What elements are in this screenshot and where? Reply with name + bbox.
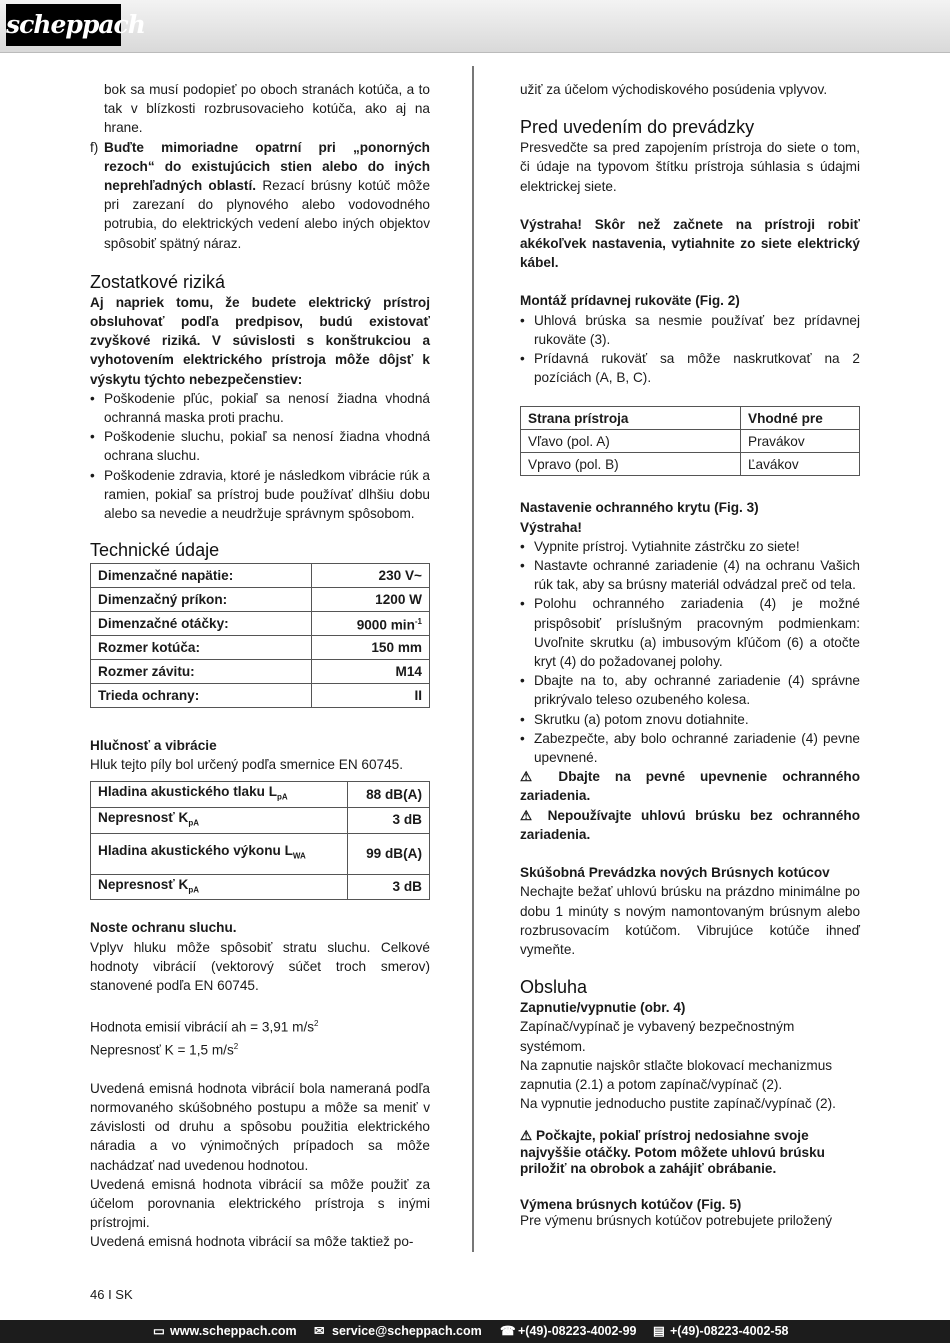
left-column (90, 80, 430, 1252)
noise-label-cell (91, 833, 348, 874)
warning-max-speed (520, 1128, 860, 1178)
test-run-text: Nechajte bežať uhlovú brúsku na prázdno minimálne po dobu 1 minúty s novým namontovaným brúsnym alebo rozbrusovacím kotúčom. Vibrujúce kotúče ihneď vymeňte. (520, 884, 860, 957)
spec-label: Trieda ochrany: (91, 684, 312, 708)
list-item: • Zabezpečte, aby bolo ochranné zariadenie (4) pevne upevnené. (520, 729, 860, 767)
noise-subscript: pA (277, 792, 288, 802)
table-header-row (521, 407, 860, 430)
table-cell: Ľavákov (741, 453, 860, 476)
list-item: • Prídavná rukoväť sa môže naskrutkovať na 2 pozíciách (A, B, C). (520, 349, 860, 387)
spec-superscript: -1 (414, 617, 422, 627)
table-row (91, 833, 430, 874)
disc-change-heading: Výmena brúsnych kotúčov (Fig. 5) (520, 1196, 742, 1212)
residual-intro: Aj napriek tomu, že budete elektrický prístroj obsluhovať podľa predpisov, budú existovať zvyškové riziká. V súvislosti s konštrukciou a vyhotovením elektrického prístroja môže dôjsť k výskytu týchto nebezpečenstiev: (90, 294, 430, 387)
paragraph-continuation: bok sa musí podopieť po oboch stranách kotúča, a to tak v blízkosti rozbrusovacieho kotúča, ako aj na hrane. (104, 82, 430, 136)
vibration-value: Hodnota emisií vibrácií ah = 3,91 m/s (90, 1019, 315, 1035)
ear-protection-text: Vplyv hluku môže spôsobiť stratu sluchu. Celkové hodnoty vibrácií (vektorový súčet troch smerov) stanovené podľa EN 60745. (90, 939, 430, 994)
table-row (521, 453, 860, 476)
disc-change-text: Pre výmenu brúsnych kotúčov potrebujete priložený (520, 1212, 833, 1228)
noise-label-cell (91, 781, 348, 807)
noise-subscript: pA (188, 818, 200, 828)
warning-triangle-icon: ⚠ (520, 1128, 533, 1144)
noise-value: 3 dB (348, 807, 430, 833)
handle-list (520, 311, 860, 388)
spec-label: Dimenzačný príkon: (91, 588, 312, 612)
vibration-sup: 2 (314, 1019, 319, 1029)
table-row (91, 636, 430, 660)
spec-label: Dimenzačné otáčky: (91, 612, 312, 636)
list-item: • Poškodenie sluchu, pokiaľ sa nenosí žiadna vhodná ochrana sluchu. (90, 427, 430, 465)
noise-intro: Hluk tejto píly bol určený podľa smernice EN 60745. (90, 757, 404, 773)
table-cell: Vpravo (pol. B) (521, 453, 741, 476)
noise-table (90, 781, 430, 901)
warning-text: Nepoužívajte uhlovú brúsku bez ochranného zariadenia. (520, 807, 861, 842)
residual-risks-heading: Zostatkové riziká (90, 271, 226, 292)
before-operation-text: Presvedčte sa pred zapojením prístroja do siete o tom, či údaje na typovom štítku prístroja súhlasia s údajmi elektrickej siete. (520, 140, 860, 194)
spec-label: Rozmer závitu: (91, 660, 312, 684)
emission-paragraph-2: Uvedená emisná hodnota vibrácií sa môže použiť za účelom porovnania elektrického prístroja s inými prístrojmi. (90, 1176, 430, 1231)
list-item: • Poškodenie zdravia, ktoré je následkom vibrácie rúk a ramien, pokiaľ sa prístroj bude používať dlhšiu dobu alebo sa nevedie a neudržuje správnym spôsobom. (90, 466, 430, 524)
phone-icon: ☎ (500, 1324, 516, 1338)
monitor-icon: ▭ (153, 1324, 165, 1338)
warning-unplug: Výstraha! Skôr než začnete na prístroji robiť akékoľvek nastavenia, vytiahnite zo siete elektrický kábel. (520, 216, 860, 271)
table-cell: Pravákov (741, 430, 860, 453)
item-f-text: Rezací brúsny kotúč môže pri zarezaní do plynového alebo vodovodného potrubia, do elektrických vedení alebo iných objektov spôsobiť spätný náraz. (104, 178, 431, 251)
continuation-text: užiť za účelom východiskového posúdenia vplyvov. (520, 82, 828, 97)
right-column (520, 80, 860, 1229)
table-row (91, 684, 430, 708)
table-row (91, 874, 430, 900)
column-header: Vhodné pre (741, 407, 860, 430)
switch-line-1: Zapínač/vypínač je vybavený bezpečnostným systémom. (520, 1019, 795, 1054)
operation-heading: Obsluha (520, 977, 588, 998)
guard-warning: Výstraha! (520, 519, 582, 535)
table-row (91, 564, 430, 588)
uncertainty-sup: 2 (233, 1041, 239, 1051)
email-icon: ✉ (314, 1324, 325, 1338)
residual-list (90, 389, 430, 523)
warning-fixed-guard (520, 767, 860, 805)
page-number: 46 I SK (90, 1287, 133, 1302)
table-row (91, 588, 430, 612)
spec-value: M14 (311, 660, 429, 684)
spec-value: 230 V~ (311, 564, 429, 588)
list-item: • Uhlová brúska sa nesmie používať bez prídavnej rukoväte (3). (520, 311, 860, 349)
table-row (91, 807, 430, 833)
noise-label-cell (91, 874, 348, 900)
test-run-heading: Skúšobná Prevádzka nových Brúsnych kotúcov (520, 865, 830, 881)
item-f (90, 138, 430, 253)
list-item: • Dbajte na to, aby ochranné zariadenie (4) správne prikrývalo teleso ozubeného kolesa. (520, 671, 860, 709)
phone-number: +(49)-08223-4002-99 (518, 1324, 637, 1338)
column-divider (472, 66, 474, 1252)
uncertainty-line (90, 1037, 430, 1060)
noise-label-cell (91, 807, 348, 833)
table-row (521, 430, 860, 453)
noise-label: Hladina akustického tlaku L (98, 783, 278, 799)
table-cell: Vľavo (pol. A) (521, 430, 741, 453)
switch-line-2: Na zapnutie najskôr stlačte blokovací mechanizmus zapnutia (2.1) a potom zapínač/vypínač (2). (520, 1057, 833, 1092)
email-link[interactable]: service@scheppach.com (332, 1324, 482, 1338)
noise-value: 3 dB (348, 874, 430, 900)
ear-protection-heading: Noste ochranu sluchu. (90, 920, 237, 936)
tech-data-table (90, 563, 430, 708)
spec-value-cell (311, 612, 429, 636)
spec-value: 150 mm (311, 636, 429, 660)
item-f-label: f) (90, 139, 99, 155)
spec-value: 9000 min (356, 617, 415, 633)
item-f-bold: Buďte mimoriadne opatrní pri „ponorných rezoch“ do existujúcich stien alebo do iných neprehľadných oblastí. (104, 139, 430, 194)
warning-triangle-icon: ⚠ (520, 769, 544, 785)
spec-value: 1200 W (311, 588, 429, 612)
spec-label: Dimenzačné napätie: (91, 564, 312, 588)
table-row (91, 612, 430, 636)
warning-text: Dbajte na pevné upevnenie ochranného zariadenia. (520, 769, 861, 804)
noise-subscript: pA (188, 885, 200, 895)
emission-paragraph-1: Uvedená emisná hodnota vibrácií bola nameraná podľa normovaného skúšobného postupu a môže sa meniť v závislosti od druhu a spôsobu použitia elektrického náradia a vo výnimočných prípadoch sa môže nachádzať nad uvedenou hodnotou. (90, 1080, 430, 1173)
fax-icon: ▤ (653, 1324, 665, 1338)
column-header: Strana prístroja (521, 407, 741, 430)
noise-label: Nepresnosť K (98, 809, 189, 825)
before-operation-heading: Pred uvedením do prevádzky (520, 117, 755, 138)
table-row (91, 660, 430, 684)
warning-no-guard (520, 806, 860, 844)
list-item: • Polohu ochranného zariadenia (4) je možné prispôsobiť príslušným pracovným podmienkam: Uvoľnite skrutku (a) imbusovým kľúčom (6) a otočte kryt (4) do požadovanej polohy. (520, 594, 860, 671)
uncertainty-value: Nepresnosť K = 1,5 m/s (90, 1042, 234, 1058)
warning-text: Počkajte, pokiaľ prístroj nedosiahne svoje najvyššie otáčky. Potom môžete uhlovú brúsku priložiť na obrobok a zahájiť obrábanie. (520, 1128, 825, 1177)
table-row (91, 781, 430, 807)
warning-triangle-icon: ⚠ (520, 807, 538, 823)
switch-heading: Zapnutie/vypnutie (obr. 4) (520, 1000, 686, 1016)
handle-side-table (520, 406, 860, 476)
noise-subscript: WA (292, 851, 306, 861)
guard-heading: Nastavenie ochranného krytu (Fig. 3) (520, 500, 759, 516)
top-header-bar (0, 0, 950, 53)
tech-data-heading: Technické údaje (90, 540, 220, 561)
list-item: • Poškodenie pľúc, pokiaľ sa nenosí žiadna vhodná ochranná maska proti prachu. (90, 389, 430, 427)
fax-number: +(49)-08223-4002-58 (670, 1324, 789, 1338)
noise-value: 99 dB(A) (348, 833, 430, 874)
noise-label: Nepresnosť K (98, 876, 189, 892)
noise-label: Hladina akustického výkonu L (98, 843, 293, 859)
noise-value: 88 dB(A) (348, 781, 430, 807)
scheppach-logo: scheppach (6, 4, 121, 46)
noise-heading: Hlučnosť a vibrácie (90, 738, 217, 754)
website-link[interactable]: www.scheppach.com (170, 1324, 297, 1338)
list-item: • Nastavte ochranné zariadenie (4) na ochranu Vašich rúk tak, aby sa brúsny materiál odvádzal preč od tela. (520, 556, 860, 594)
list-item: • Skrutku (a) potom znovu dotiahnite. (520, 710, 860, 729)
bottom-contact-bar (0, 1320, 950, 1343)
spec-value: II (311, 684, 429, 708)
list-item: • Vypnite prístroj. Vytiahnite zástrčku zo siete! (520, 537, 860, 556)
vibration-line (90, 1014, 430, 1037)
spec-label: Rozmer kotúča: (91, 636, 312, 660)
emission-paragraph-3: Uvedená emisná hodnota vibrácií sa môže taktiež po- (90, 1234, 414, 1250)
handle-heading: Montáž prídavnej rukoväte (Fig. 2) (520, 293, 740, 309)
switch-line-3: Na vypnutie jednoducho pustite zapínač/vypínač (2). (520, 1096, 836, 1112)
guard-list (520, 537, 860, 767)
